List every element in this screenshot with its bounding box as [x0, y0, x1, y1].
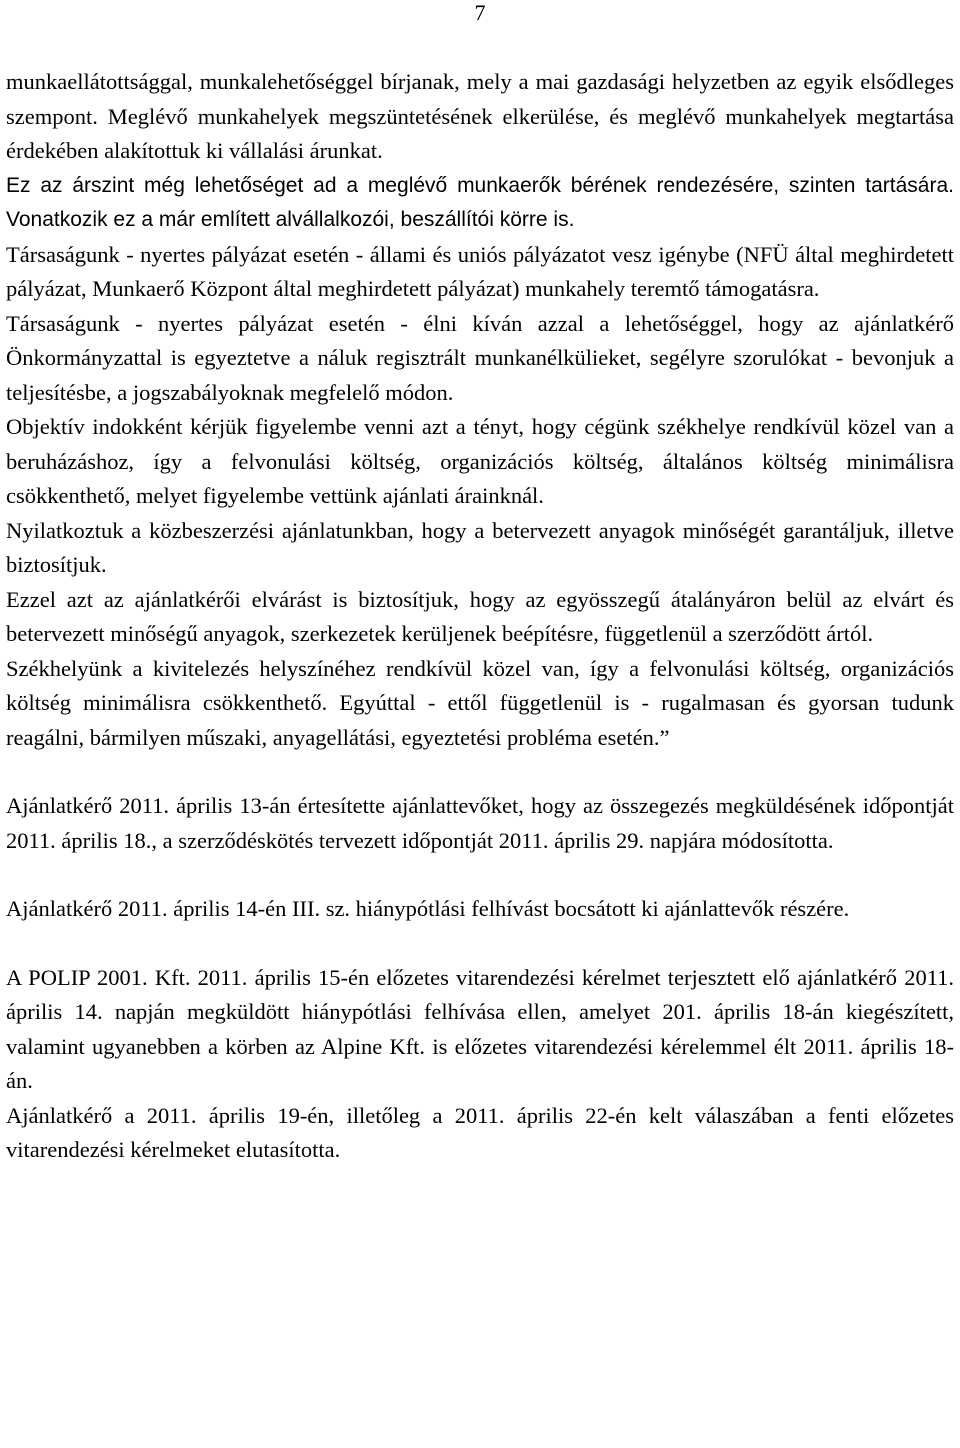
- paragraph: A POLIP 2001. Kft. 2011. április 15-én előzetes vitarendezési kérelmet terjesztett elő ajánlatkérő 2011. április 14. napján megküldött hiánypótlási felhívása ellen, amelyet 201. április 18-án kiegészített, valamint ugyanebben a körben az Alpine Kft. is előzetes vitarendezési kérelemmel élt 2011. április 18-án.: [6, 964, 954, 1093]
- paragraph: Társaságunk - nyertes pályázat esetén - állami és uniós pályázatot vesz igénybe (NFÜ által meghirdetett pályázat, Munkaerő Központ által meghirdetett pályázat) munkahely teremtő támogatásra.: [6, 241, 954, 301]
- paragraph: munkaellátottsággal, munkalehetőséggel bírjanak, mely a mai gazdasági helyzetben az egyik elsődleges szempont. Meglévő munkahelyek megszüntetésének elkerülése, és meglévő munkahelyek megtartása érdekében alakítottuk ki vállalási árunkat.: [6, 69, 954, 163]
- paragraph: Székhelyünk a kivitelezés helyszínéhez rendkívül közel van, így a felvonulási költség, organizációs költség minimálisra csökkenthető. Egyúttal - ettől függetlenül is - rugalmasan és gyorsan tudunk reagálni, bármilyen műszaki, anyagellátási, egyeztetési probléma esetén.”: [6, 655, 954, 750]
- paragraph: Ajánlatkérő 2011. április 13-án értesítette ajánlattevőket, hogy az összegezés megküldésének időpontját 2011. április 18., a szerződéskötés tervezett időpontját 2011. április 29. napjára módosította.: [6, 793, 954, 853]
- paragraph: Ezzel azt az ajánlatkérői elvárást is biztosítjuk, hogy az egyösszegű átalányáron belül az elvárt és betervezett minőségű anyagok, szerkezetek kerüljenek beépítésre, függetlenül a szerződött ártól.: [6, 586, 954, 646]
- paragraph: Ez az árszint még lehetőséget ad a meglévő munkaerők bérének rendezésére, szinten tartására. Vonatkozik ez a már említett alvállalkozói, beszállítói körre is.: [6, 173, 954, 231]
- document-body: [6, 65, 954, 1168]
- paragraph: Ajánlatkérő 2011. április 14-én III. sz. hiánypótlási felhívást bocsátott ki ajánlattevők részére.: [6, 896, 850, 921]
- paragraph: Társaságunk - nyertes pályázat esetén - élni kíván azzal a lehetőséggel, hogy az ajánlatkérő Önkormányzattal is egyeztetve a náluk regisztrált munkanélkülieket, segélyre szorulókat - bevonjuk a teljesítésbe, a jogszabályoknak megfelelő módon.: [6, 310, 954, 405]
- paragraph: Objektív indokként kérjük figyelembe venni azt a tényt, hogy cégünk székhelye rendkívül közel van a beruházáshoz, így a felvonulási költség, organizációs költség, általános költség minimálisra csökkenthető, melyet figyelembe vettünk ajánlati árainknál.: [6, 414, 954, 508]
- paragraph: Ajánlatkérő a 2011. április 19-én, illetőleg a 2011. április 22-én kelt válaszában a fenti előzetes vitarendezési kérelmeket elutasította.: [6, 1102, 954, 1162]
- page-number: 7: [474, 0, 486, 25]
- paragraph: Nyilatkoztuk a közbeszerzési ajánlatunkban, hogy a betervezett anyagok minőségét garantáljuk, illetve biztosítjuk.: [6, 517, 954, 577]
